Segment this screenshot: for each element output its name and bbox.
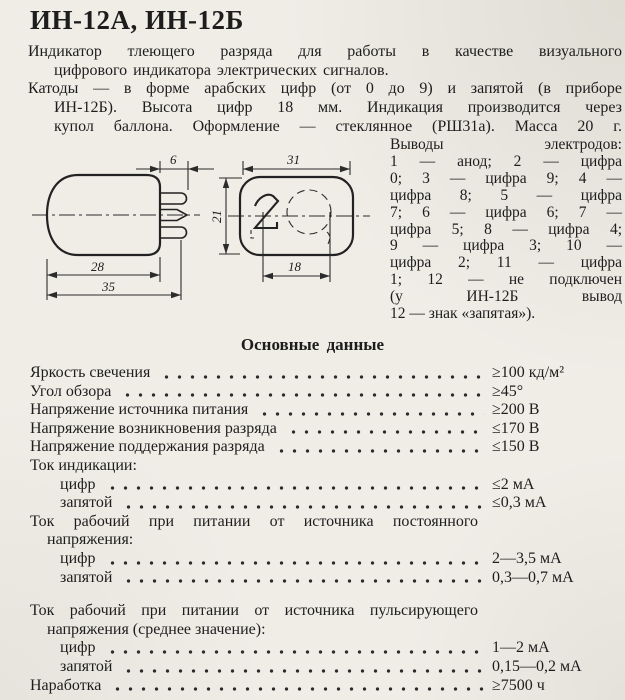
description-paragraph xyxy=(28,80,622,136)
dot-leader xyxy=(106,476,485,492)
spec-label: Яркость свечения xyxy=(30,364,151,381)
spec-value: ≤150 В xyxy=(492,438,540,456)
digit-2-glyph xyxy=(255,195,278,228)
spec-row xyxy=(30,476,622,495)
spec-row xyxy=(30,494,622,513)
pinout-line: цифра 5; 8 — цифра 4; xyxy=(390,220,622,238)
intro-line: цифрового индикатора электрических сигналов. xyxy=(54,61,389,79)
dim-label-face-width: 31 xyxy=(287,152,300,167)
spec-label: цифр xyxy=(60,475,96,493)
pinout-line: 0; 3 — цифра 9; 4 — xyxy=(390,169,622,187)
specs-table xyxy=(30,364,622,695)
dot-leader xyxy=(287,420,484,436)
spec-value: 0,3—0,7 мА xyxy=(492,568,574,586)
spec-row xyxy=(30,550,622,569)
spec-label: цифр xyxy=(60,639,96,657)
spec-row xyxy=(30,621,622,640)
spec-value: ≤0,3 мА xyxy=(492,494,547,512)
dimension-drawings xyxy=(24,142,386,333)
spec-row xyxy=(30,401,622,420)
dim-label-pin-length: 6 xyxy=(170,152,177,167)
dot-leader xyxy=(258,401,484,417)
dot-leader xyxy=(122,569,484,585)
pinout-line: 1 — анод; 2 — цифра xyxy=(390,152,622,170)
spec-row xyxy=(30,602,622,621)
spec-label: Ток рабочий при питании от источника пульсирующего xyxy=(30,602,478,620)
dot-leader xyxy=(106,639,485,655)
description-line: купол баллона. Оформление — стеклянное (РШ31а). Масса 20 г. xyxy=(54,117,622,135)
dim-label-total-length: 35 xyxy=(102,279,115,294)
tube-front-view-diagram xyxy=(209,152,370,282)
page-title: ИН-12А, ИН-12Б xyxy=(30,5,244,35)
pinout-line: цифра 2; 11 — цифра xyxy=(390,254,622,272)
pin-top xyxy=(160,193,187,204)
spec-row xyxy=(30,420,622,439)
spec-value: ≤2 мА xyxy=(492,475,535,493)
spec-value: ≤170 В xyxy=(492,419,540,437)
spec-value: ≥100 кд/м² xyxy=(492,364,565,381)
pinout-line: Выводы электродов: xyxy=(390,136,622,153)
spec-row xyxy=(30,457,622,476)
spec-value: ≥200 В xyxy=(492,401,540,419)
dot-leader xyxy=(122,494,484,510)
spec-label: Напряжение источника питания xyxy=(30,401,249,419)
dot-leader xyxy=(275,438,484,454)
pinout-line: 7; 6 — цифра 6; 7 — xyxy=(390,203,622,221)
dot-leader xyxy=(121,383,484,399)
pinout-line: цифра 8; 5 — цифра xyxy=(390,186,622,204)
tube-dimension-diagram xyxy=(24,142,386,328)
spec-label: Угол обзора xyxy=(30,382,112,400)
spec-label: запятой xyxy=(60,494,113,512)
pinout-line: 9 — цифра 3; 10 — xyxy=(390,237,622,255)
spec-label: напряжения: xyxy=(47,531,134,549)
spec-value: 0,15—0,2 мА xyxy=(492,657,582,675)
spec-row xyxy=(30,658,622,677)
spec-value: 1—2 мА xyxy=(492,639,550,657)
dot-leader xyxy=(106,550,485,566)
description-line: ИН-12Б). Высота цифр 18 мм. Индикация производится через xyxy=(54,98,622,116)
dim-label-body-length: 28 xyxy=(91,259,104,274)
spec-label: Ток индикации: xyxy=(30,456,137,474)
tube-side-view-diagram xyxy=(32,152,214,300)
spec-label: запятой xyxy=(60,568,113,586)
dim-label-face-height: 21 xyxy=(209,210,224,223)
spec-row xyxy=(30,383,622,402)
section-title: Основные данные xyxy=(240,335,385,354)
dot-leader xyxy=(122,658,484,674)
pinout-paragraph xyxy=(390,137,622,323)
spec-row xyxy=(30,531,622,550)
spec-label: Напряжение поддержания разряда xyxy=(30,438,265,456)
pin-bottom xyxy=(160,227,187,238)
spec-label: напряжения (среднее значение): xyxy=(47,620,266,638)
comma-glyph xyxy=(327,232,330,244)
spec-row xyxy=(30,438,622,457)
spec-row xyxy=(30,569,622,588)
spec-label: Наработка xyxy=(30,676,102,694)
description-line: Катоды — в форме арабских цифр (от 0 до 9) и запятой (в приборе xyxy=(28,80,622,97)
intro-line: Индикатор тлеющего разряда для работы в качестве визуального xyxy=(28,43,622,60)
dim-label-digit-width: 18 xyxy=(288,259,301,274)
spec-row xyxy=(30,639,622,658)
spec-label: Напряжение возникновения разряда xyxy=(30,419,277,437)
cathode-mount-mark xyxy=(251,230,257,238)
spec-row xyxy=(30,364,622,383)
spec-value: ≥7500 ч xyxy=(492,676,545,694)
pinout-line: 1; 12 — не подключен xyxy=(390,271,622,289)
spec-row xyxy=(30,513,622,532)
intro-paragraph xyxy=(28,43,622,81)
spec-value: 2—3,5 мА xyxy=(492,549,562,567)
dot-leader xyxy=(111,677,484,693)
pinout-line: (у ИН-12Б вывод xyxy=(390,288,622,306)
dot-leader xyxy=(160,364,484,380)
spec-row xyxy=(30,677,622,696)
dashed-circle-glyph xyxy=(287,190,331,234)
spec-value: ≥45° xyxy=(492,382,524,400)
spec-label: Ток рабочий при питании от источника постоянного xyxy=(30,512,478,530)
spec-label: цифр xyxy=(60,549,96,567)
pinout-line: 12 — знак «запятая»). xyxy=(390,305,536,323)
spec-label: запятой xyxy=(60,657,113,675)
